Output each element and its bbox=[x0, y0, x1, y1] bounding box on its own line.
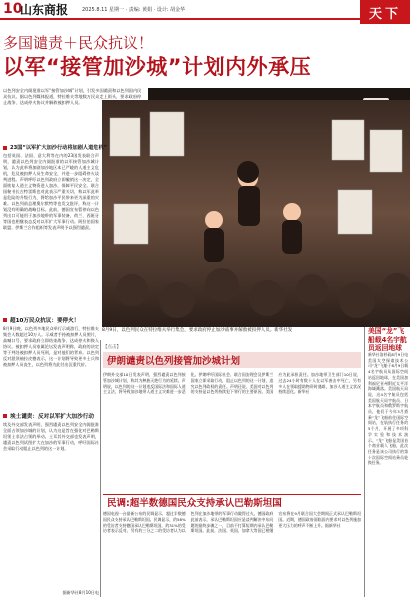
dateline: 据新华社8月10日电 bbox=[62, 590, 99, 595]
section-label: 天下 bbox=[360, 0, 410, 24]
section-protest-body: 8月9日晚，以色列多地民众举行示威游行，特拉维夫集会人数超过10万人。示威者手持被扣押人员照片，高喊口号，要求政府立即结束战争、达成停火和换人协议。被扣押人员家属论坛发表声明称，政府的决定等于判处被扣押人员死刑，是对他们的背弃。以色列反对派领袖拉皮德表示，这一计划将导致更多士兵和被扣押人员丧生，以色列将为此付出沉重代价。 bbox=[3, 326, 99, 367]
subhead-text: 埃土谴责：反对以军扩大加沙行动 bbox=[10, 414, 94, 420]
subhead-text: 超10万民众抗议：要停火！ bbox=[10, 318, 80, 324]
section-23-nations-body: 包括英国、法国、意大利等在内的23国发表联合声明，谴责以色列安全内阁批准的以军接管加沙城计划，认为此举将加剧加沙地区本已严峻的人道主义危机，危及被扣押人员生命安全，并进一步阻碍停火谈判进程。声明呼吁以色列政府立即撤销这一决定，全面恢复人道主义物资进入加沙，保障平民安全。联合国秘书长古特雷斯也对此表示严重关切，称以军此举是危险的升级行为，将给加沙平民带来更为深重的灾难。以色列前总理奥尔默特等也发文批评，称这一计划没有明确的战略目标。此前，德国宣布暂停向以色列出口可能用于加沙地带的军事装备，荷兰、西班牙等国也相继表态反对以军扩大军事行动。阿拉伯国家联盟、伊斯兰合作组织等发表声明予以强烈谴责。 bbox=[3, 153, 99, 230]
page-number: 10 bbox=[3, 1, 23, 17]
column-divider bbox=[100, 340, 101, 597]
crowd-illustration-main bbox=[102, 100, 410, 327]
protest-photo-main bbox=[102, 100, 410, 327]
subhead-23-nations bbox=[3, 144, 107, 151]
bullet-square-icon bbox=[3, 414, 7, 418]
germany-poll-title: 民调:超半数德国民众支持承认巴勒斯坦国 bbox=[103, 494, 361, 508]
masthead bbox=[0, 0, 410, 18]
paper-name: 山东商报 bbox=[20, 2, 69, 17]
lead-paragraph: 以色列安全内阁批准以军“接管加沙城”计划，引发多国谴责和以色列国内民众抗议。据以色列媒体报道，特拉维夫等地数万民众走上街头，要求政府停止战争、达成停火协议并解救被扣押人员。 bbox=[3, 88, 142, 105]
spacex-article-body: 新华社洛杉矶8月9日电 美国太空探索技术公司“龙”飞船于8月9日载4名宇航员从国际空间站返回地球，在美国加利福尼亚州附近太平洋海域溅落。美国航天局说，这4名宇航员包括美国航天局宇航员、日本宇航员和俄罗斯宇航员，他们于今年3月搭乘“龙”飞船前往国际空间站，在轨执行任务约5个月，开展了多项科学实验和技术演示。“龙”飞船是美国首个商业载人飞船，此次任务是该公司执行的第十次国际空间站乘员轮换任务。 bbox=[368, 352, 408, 466]
kicker: 多国谴责＋民众抗议！ bbox=[3, 34, 154, 52]
subhead-egypt-turkey bbox=[3, 412, 94, 420]
photo-caption: 8月9日，以色列民众在特拉维夫举行集会，要求政府停止加沙战事并解救被扣押人员。新华社发 bbox=[102, 328, 293, 333]
germany-poll-body: 德国电视一台最新公布的民调显示，超过半数德国民众支持承认巴勒斯坦国。民调显示，约58%的受访者支持德国承认巴勒斯坦国，约31%的受访者表示反对。另有约三分之二的受访者认为以色列在加沙地带的军事行动做得过火。德国政府此前表示，承认巴勒斯坦国应是谈判解决中东问题的最终步骤之一，目前不打算短期内承认巴勒斯坦国。此前，法国、英国、加拿大等国已相继宣布将在9月联合国大会期间正式承认巴勒斯坦国。近期，德国政府面临国内要求对以色列施加更大压力的呼声不断上升。据新华社 bbox=[103, 511, 361, 534]
iran-article-body: 伊朗外交部10日发表声明，强烈谴责以色列接管加沙城计划，称其为种族灭绝行为的延续。声明说，以色列的这一计划违反国际法和国际人道主义法，将导致加沙地带人道主义灾难进一步恶化。伊朗呼吁国际社会、联合国安理会及伊斯兰国家立即采取行动，阻止以色列的这一计划，追究以色列政权的责任。声明还说，美国对以色列的支持是以色列持续犯下罪行的主要原因，美国应为此承担责任。加沙地带卫生部门10日说，过去24小时有数十人在以军袭击中死亡，另有多人在领取援助物资时遇难，加沙人道主义状况持续恶化。新华社 bbox=[103, 372, 361, 395]
headline: 以军“接管加沙城”计划内外承压 bbox=[3, 55, 312, 79]
bullet-square-icon bbox=[3, 146, 7, 150]
iran-article-title: 伊朗谴责以色列接管加沙城计划 bbox=[103, 352, 361, 368]
subhead-text: 23国“以军扩大加沙行动将加剧人道危机” bbox=[10, 145, 108, 151]
click-label: 【点击】 bbox=[103, 345, 121, 350]
column-divider bbox=[364, 327, 365, 597]
spacex-article-title: 美国“龙”飞船载4名宇航员返回地球 bbox=[368, 327, 407, 352]
section-egypt-turkey-body: 埃及外交部发表声明，强烈谴责以色列安全内阁批准全面占领加沙城的计划，认为这是旨在强化对巴勒斯坦领土非法占领的举动。土耳其外交部也发表声明，谴责以色列试图扩大在加沙的军事行动，呼吁国际社会采取行动阻止以色列的这一计划。 bbox=[3, 422, 99, 451]
header-rule bbox=[0, 18, 360, 20]
issue-meta: 2025.8.11 星期一 · 责编: 黄娟 · 设计: 胡金华 bbox=[82, 6, 186, 13]
bullet-square-icon bbox=[3, 318, 7, 322]
subhead-protest bbox=[3, 316, 79, 324]
